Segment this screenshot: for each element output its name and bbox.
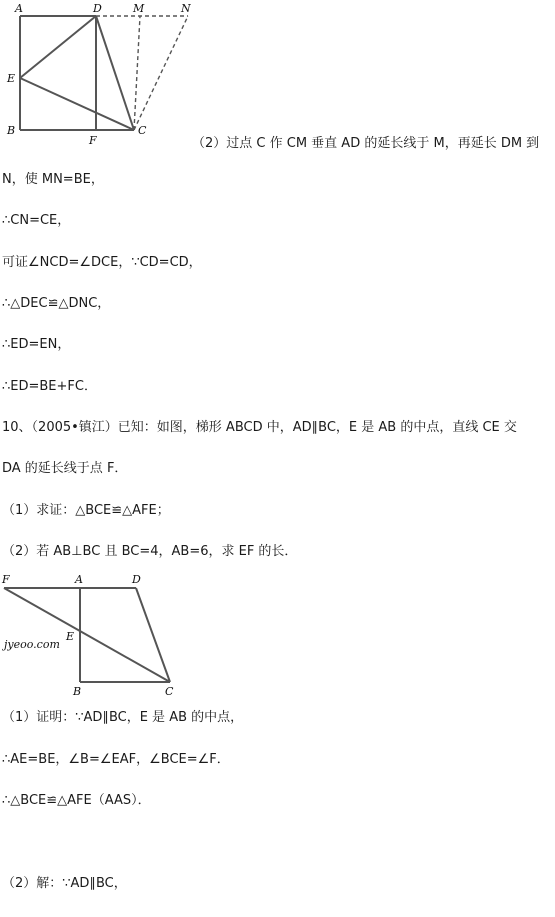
text-line-3: ∴CN=CE，: [2, 213, 71, 228]
segment-DC: [96, 16, 134, 130]
segment-EC: [20, 78, 134, 130]
text-line-15: （2）解：∵AD∥BC，: [2, 876, 127, 891]
label-B: B: [73, 685, 82, 698]
label-C: C: [138, 124, 147, 137]
label-N: N: [181, 2, 191, 15]
text-line-10: （1）求证：△BCE≌△AFE；: [2, 503, 170, 518]
text-line-6: ∴ED=EN，: [2, 337, 71, 352]
figure-trapezoid-geometry: [0, 570, 200, 700]
text-line-9: DA 的延长线于点 F．: [2, 461, 128, 476]
label-E: E: [66, 630, 75, 643]
text-line-2: N，使 MN=BE，: [2, 172, 104, 187]
text-line-13: ∴AE=BE，∠B=∠EAF，∠BCE=∠F．: [2, 752, 230, 767]
figure-square-geometry: [0, 0, 210, 150]
watermark: jyeoo.com: [4, 638, 60, 651]
label-B: B: [7, 124, 16, 137]
dashed-CM: [134, 16, 140, 130]
text-line-14: ∴△BCE≌△AFE（AAS）．: [2, 793, 151, 808]
text-line-7: ∴ED=BE+FC．: [2, 379, 97, 394]
dashed-CN: [134, 16, 188, 130]
text-line-8: 10、（2005•镇江）已知：如图，梯形 ABCD 中，AD∥BC，E 是 AB 的中点，直线 CE 交: [2, 420, 517, 435]
text-line-5: ∴△DEC≌△DNC，: [2, 296, 111, 311]
segment-FC: [4, 588, 170, 682]
label-F: F: [2, 573, 10, 586]
segment-DE: [20, 16, 96, 78]
segment-DC: [136, 588, 170, 682]
label-D: D: [132, 573, 141, 586]
label-A: A: [15, 2, 23, 15]
text-line-12: （1）证明：∵AD∥BC，E 是 AB 的中点，: [2, 710, 244, 725]
text-line-4: 可证∠NCD=∠DCE，∵CD=CD，: [2, 255, 202, 270]
text-line-11: （2）若 AB⊥BC 且 BC=4，AB=6，求 EF 的长．: [2, 544, 298, 559]
label-E: E: [7, 72, 16, 85]
label-D: D: [93, 2, 102, 15]
text-line-1: （2）过点 C 作 CM 垂直 AD 的延长线于 M，再延长 DM 到: [192, 136, 540, 151]
label-C: C: [165, 685, 174, 698]
label-A: A: [75, 573, 83, 586]
label-F: F: [89, 134, 97, 147]
label-M: M: [133, 2, 145, 15]
